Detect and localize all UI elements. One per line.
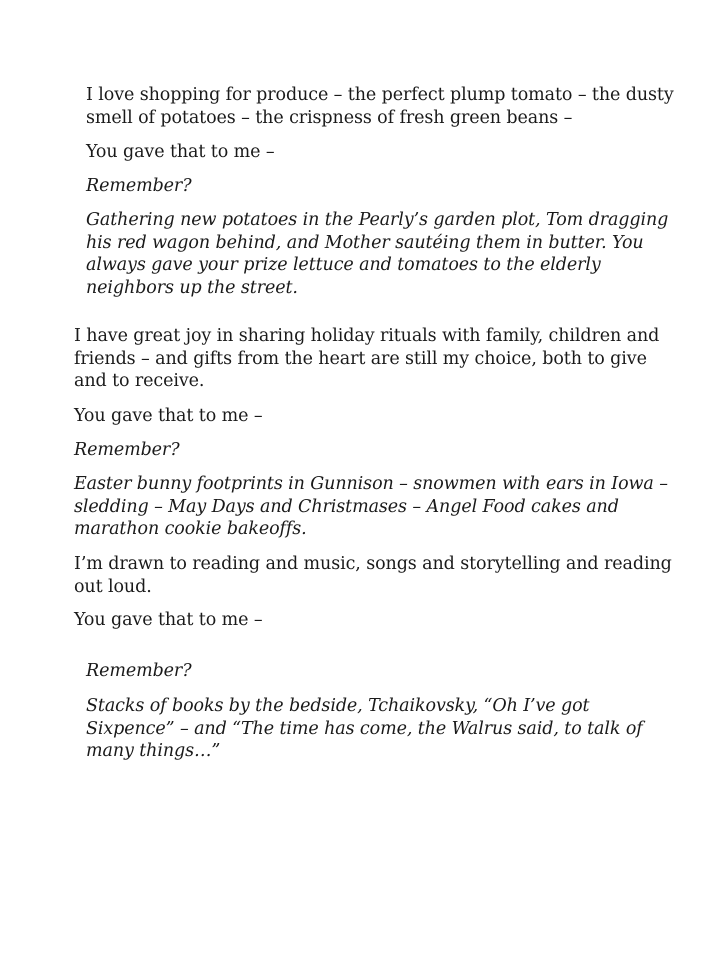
paragraph-remember-3: Remember? [86,661,192,681]
paragraph-refrain-3: You gave that to me – [74,610,263,630]
paragraph-books-memory: Stacks of books by the bedside, Tchaikovsky, “Oh I’ve got Sixpence” – and “The time has come, the Walrus said, to talk of many things…” [86,696,643,761]
paragraph-refrain-2: You gave that to me – [74,406,263,426]
paragraph-potatoes-memory: Gathering new potatoes in the Pearly’s garden plot, Tom dragging his red wagon behind, and Mother sautéing them in butter. You always gave your prize lettuce and tomatoes to the elderly neighbors up the street. [86,210,669,298]
paragraph-refrain-1: You gave that to me – [86,142,275,162]
paragraph-reading: I’m drawn to reading and music, songs and storytelling and reading out loud. [74,554,672,597]
paragraph-holidays: I have great joy in sharing holiday rituals with family, children and friends – and gifts from the heart are still my choice, both to give and to receive. [74,326,660,391]
paragraph-produce: I love shopping for produce – the perfect plump tomato – the dusty smell of potatoes – the crispness of fresh green beans – [86,85,674,128]
paragraph-remember-1: Remember? [86,176,192,196]
paragraph-remember-2: Remember? [74,440,180,460]
paragraph-holiday-memory: Easter bunny footprints in Gunnison – snowmen with ears in Iowa –sledding – May Days and Christmases – Angel Food cakes and marathon cookie bakeoffs. [74,474,668,539]
